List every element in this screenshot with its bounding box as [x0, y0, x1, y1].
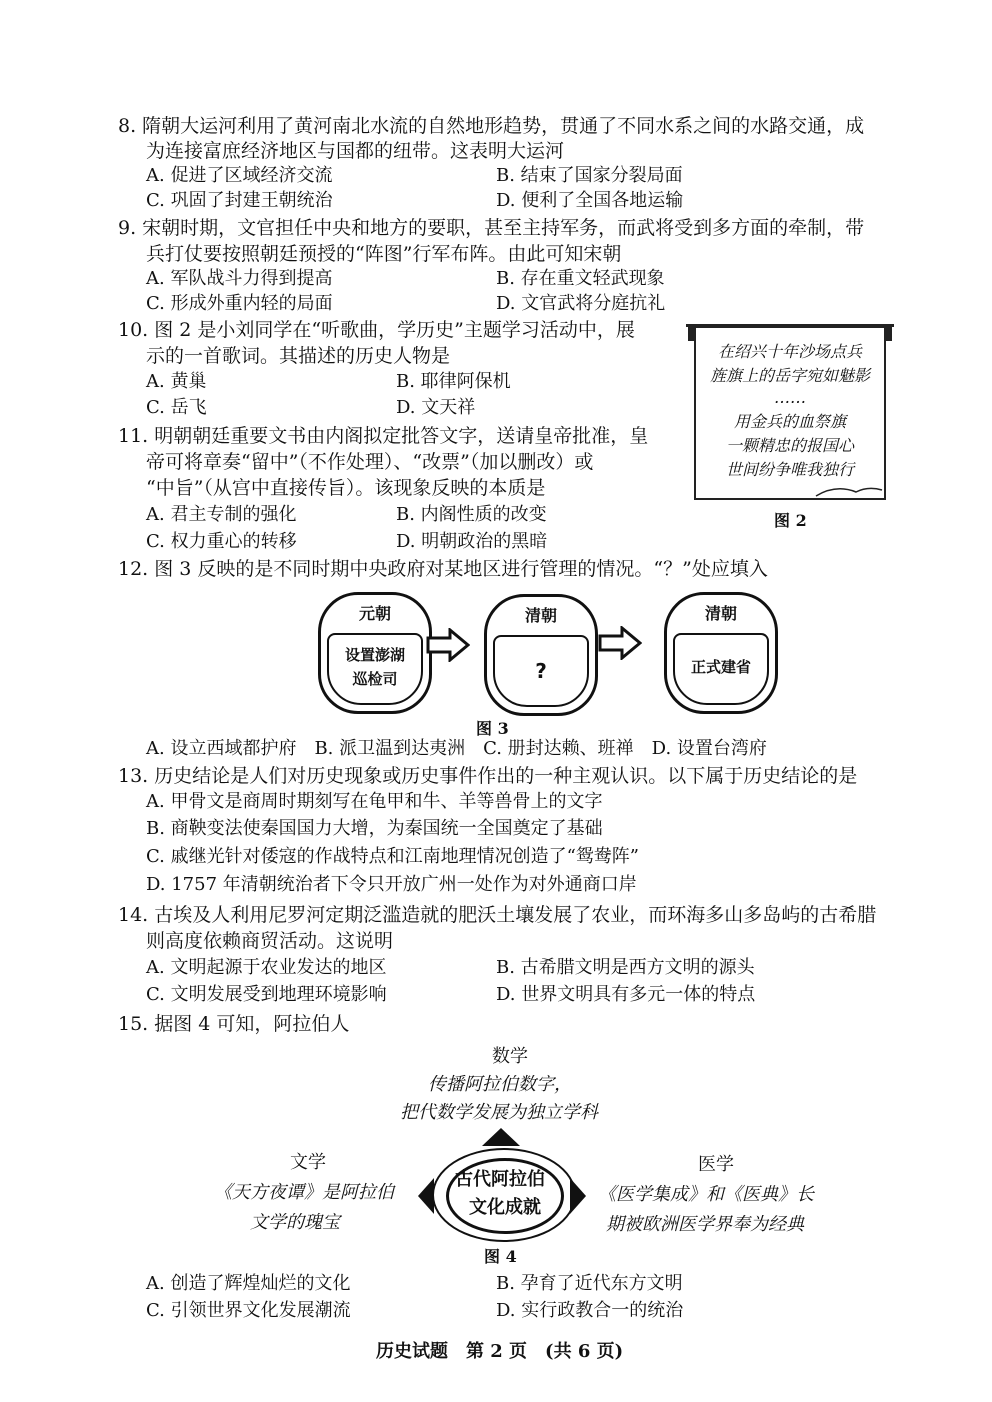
q8-option-c: C. 巩固了封建王朝统治 [146, 190, 333, 211]
q15-option-b: B. 孕育了近代东方文明 [496, 1273, 683, 1294]
figure-4-literature-line2: 文学的瑰宝 [250, 1212, 340, 1233]
q10-option-c: C. 岳飞 [146, 397, 207, 418]
q10-option-b: B. 耶律阿保机 [396, 371, 511, 392]
q11-option-b: B. 内阁性质的改变 [396, 504, 547, 525]
figure-4-math-line2: 把代数学发展为独立学科 [400, 1102, 598, 1123]
figure-4-medicine-line2: 期被欧洲医学界奉为经典 [606, 1214, 804, 1235]
q13-option-a: A. 甲骨文是商周时期刻写在龟甲和牛、羊等兽骨上的文字 [146, 791, 603, 812]
figure-4-medicine-title: 医学 [698, 1154, 734, 1175]
q10-stem-line2: 示的一首歌词。其描述的历史人物是 [146, 345, 451, 367]
q15-option-a: A. 创造了辉煌灿烂的文化 [146, 1273, 351, 1294]
q10-stem-line1: 10. 图 2 是小刘同学在“听歌曲，学历史”主题学习活动中，展 [118, 319, 635, 341]
q14-option-c: C. 文明发展受到地理环境影响 [146, 984, 387, 1005]
q8-option-b: B. 结束了国家分裂局面 [496, 165, 683, 186]
figure-2-lyrics-scroll [694, 326, 886, 500]
q14-option-b: B. 古希腊文明是西方文明的源头 [496, 957, 755, 978]
q12-options: A. 设立西域都护府 B. 派卫温到达夷洲 C. 册封达赖、班禅 D. 设置台湾府 [146, 738, 767, 759]
q9-option-d: D. 文官武将分庭抗礼 [496, 293, 666, 314]
q9-option-b: B. 存在重文轻武现象 [496, 268, 665, 289]
arrow-right-icon [568, 1176, 588, 1216]
q14-option-a: A. 文明起源于农业发达的地区 [146, 957, 387, 978]
page-footer: 历史试题 第 2 页 (共 6 页) [376, 1341, 624, 1362]
q8-stem-line1: 8. 隋朝大运河利用了黄河南北水流的自然地形趋势，贯通了不同水系之间的水路交通，成 [118, 115, 865, 137]
figure-4-literature-line1: 《天方夜谭》是阿拉伯 [214, 1182, 394, 1203]
figure-3-box-qing-2 [664, 592, 778, 714]
q9-option-c: C. 形成外重内轻的局面 [146, 293, 333, 314]
lyric-line: 一颗精忠的报国心 [725, 436, 854, 455]
q11-stem-line1: 11. 明朝朝廷重要文书由内阁拟定批答文字，送请皇帝批准，皇 [118, 425, 649, 447]
scroll-top-rod [686, 324, 894, 327]
q13-option-d: D. 1757 年清朝统治者下令只开放广州一处作为对外通商口岸 [146, 874, 637, 895]
q13-stem: 13. 历史结论是人们对历史现象或历史事件作出的一种主观认识。以下属于历史结论的是 [118, 765, 858, 787]
q14-stem-line1: 14. 古埃及人利用尼罗河定期泛滥造就的肥沃土壤发展了农业，而环海多山多岛屿的古希腊 [118, 904, 877, 926]
q10-option-a: A. 黄巢 [146, 371, 207, 392]
q15-option-c: C. 引领世界文化发展潮流 [146, 1300, 351, 1321]
q13-option-b: B. 商鞅变法使秦国国力大增，为秦国统一全国奠定了基础 [146, 818, 603, 839]
figure-4-center-oval [446, 1158, 564, 1234]
arrow-right-icon [598, 626, 642, 660]
lyric-line: 世间纷争唯我独行 [725, 460, 854, 479]
q11-option-d: D. 明朝政治的黑暗 [396, 531, 548, 552]
figure-4-center-line2: 文化成就 [469, 1197, 541, 1218]
q9-stem-line2: 兵打仗要按照朝廷预授的“阵图”行军布阵。由此可知宋朝 [146, 243, 622, 265]
box-text: 正式建省 [690, 658, 751, 676]
box-question-mark: ? [535, 659, 547, 683]
lyric-line: 在绍兴十年沙场点兵 [717, 342, 862, 361]
figure-2-caption: 图 2 [774, 511, 807, 530]
figure-4-medicine-line1: 《医学集成》和《医典》长 [598, 1184, 814, 1205]
q11-stem-line3: “中旨”（从宫中直接传旨）。该现象反映的本质是 [146, 477, 546, 499]
q11-option-a: A. 君主专制的强化 [146, 504, 297, 525]
figure-3-caption: 图 3 [476, 719, 509, 738]
box-text: 设置澎湖 [344, 646, 405, 664]
q8-option-d: D. 便利了全国各地运输 [496, 190, 684, 211]
figure-4-math-line1: 传播阿拉伯数字， [428, 1074, 572, 1095]
q8-stem-line2: 为连接富庶经济地区与国都的纽带。这表明大运河 [146, 140, 565, 162]
q11-option-c: C. 权力重心的转移 [146, 531, 297, 552]
lyric-line: 用金兵的血祭旗 [733, 412, 846, 431]
arrow-up-icon [480, 1126, 522, 1148]
box-period: 元朝 [358, 604, 391, 623]
figure-4-literature-title: 文学 [290, 1152, 326, 1173]
figure-3-box-yuan [318, 592, 432, 714]
box-text: 巡检司 [352, 670, 398, 688]
scroll-wave-decoration [696, 480, 884, 498]
q13-option-c: C. 戚继光针对倭寇的作战特点和江南地理情况创造了“鸳鸯阵” [146, 846, 639, 867]
scroll-tassel-right [886, 325, 892, 341]
figure-4-caption: 图 4 [484, 1247, 517, 1266]
scroll-tassel-left [688, 325, 694, 341]
q15-option-d: D. 实行政教合一的统治 [496, 1300, 684, 1321]
q8-option-a: A. 促进了区域经济交流 [146, 165, 333, 186]
figure-4-center-line1: 古代阿拉伯 [455, 1169, 545, 1190]
box-period: 清朝 [524, 606, 557, 625]
q14-stem-line2: 则高度依赖商贸活动。这说明 [146, 930, 394, 952]
arrow-right-icon [426, 628, 470, 662]
lyric-line: …… [774, 388, 806, 407]
lyric-line: 旌旗上的岳字宛如魅影 [709, 366, 870, 385]
q14-option-d: D. 世界文明具有多元一体的特点 [496, 984, 756, 1005]
figure-4-math-title: 数学 [492, 1046, 528, 1067]
q15-stem: 15. 据图 4 可知，阿拉伯人 [118, 1013, 350, 1035]
q9-option-a: A. 军队战斗力得到提高 [146, 268, 333, 289]
q12-stem: 12. 图 3 反映的是不同时期中央政府对某地区进行管理的情况。“？”处应填入 [118, 558, 768, 580]
q9-stem-line1: 9. 宋朝时期，文官担任中央和地方的要职，甚至主持军务，而武将受到多方面的牵制，带 [118, 217, 865, 239]
figure-3-box-qing-1 [484, 594, 598, 716]
q11-stem-line2: 帝可将章奏“留中”（不作处理）、“改票”（加以删改）或 [146, 451, 594, 473]
box-period: 清朝 [704, 604, 737, 623]
q10-option-d: D. 文天祥 [396, 397, 476, 418]
